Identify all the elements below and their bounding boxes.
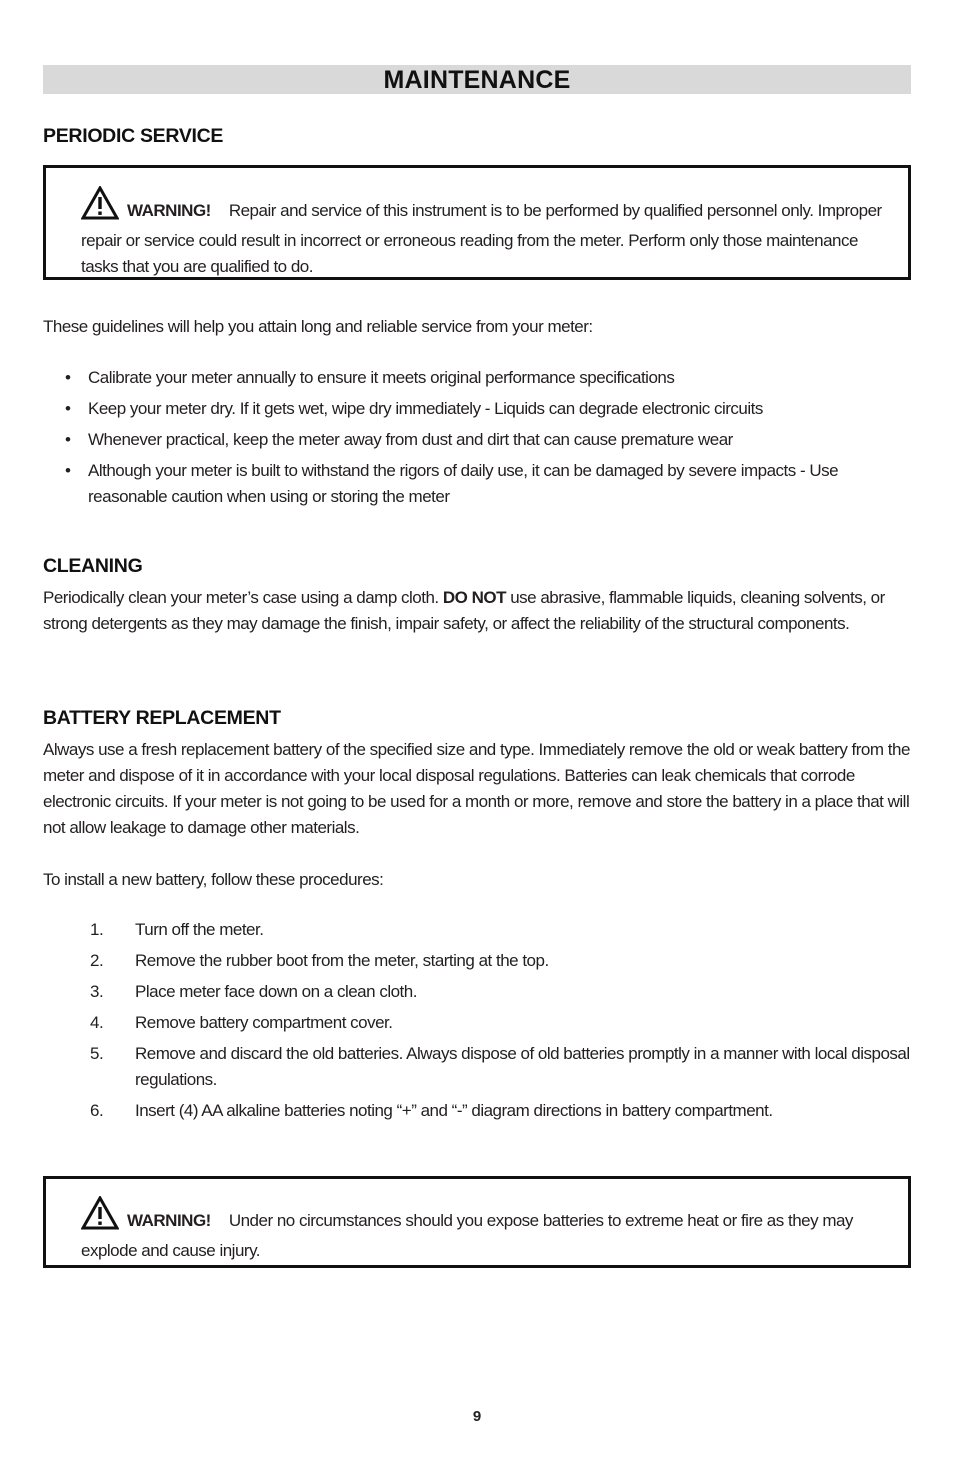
list-item-text: Although your meter is built to withstand the rigors of daily use, it can be damaged by severe impacts - Use reasonable caution when using or storing the meter: [88, 461, 839, 506]
periodic-service-heading: PERIODIC SERVICE: [43, 125, 224, 147]
list-item-text: Keep your meter dry. If it gets wet, wipe dry immediately - Liquids can degrade electronic circuits: [88, 399, 763, 418]
battery-replacement-heading: BATTERY REPLACEMENT: [43, 707, 281, 729]
cleaning-emphasis: DO NOT: [442, 588, 506, 607]
battery-warning-text: [81, 1196, 891, 1264]
step-text: Remove battery compartment cover.: [135, 1013, 393, 1032]
step-number: 6.: [90, 1101, 104, 1120]
step-text: Turn off the meter.: [135, 920, 264, 939]
page-title: MAINTENANCE: [43, 65, 911, 94]
cleaning-paragraph: [43, 585, 913, 637]
list-item: [62, 365, 912, 391]
list-item: [62, 458, 912, 510]
battery-steps-list: [90, 917, 910, 1129]
step-item: [90, 1010, 910, 1036]
guidelines-intro: These guidelines will help you attain long and reliable service from your meter:: [43, 317, 593, 336]
step-text: Remove the rubber boot from the meter, starting at the top.: [135, 951, 549, 970]
cleaning-text-continued: use abrasive, flammable liquids, cleaning solvents, or strong detergents as they may damage the finish, impair safety, or affect the reliability of the structural components.: [43, 588, 885, 633]
procedure-intro: To install a new battery, follow these procedures:: [43, 870, 384, 889]
bullet-icon: •: [65, 368, 71, 387]
warning-message: Under no circumstances should you expose batteries to extreme heat or fire as they may explode and cause injury.: [81, 1211, 853, 1260]
bullet-icon: •: [65, 399, 71, 418]
step-item: [90, 948, 910, 974]
warning-triangle-icon: [81, 1196, 119, 1238]
step-text: Remove and discard the old batteries. Always dispose of old batteries promptly in a manner with local disposal regulations.: [135, 1044, 910, 1089]
step-number: 1.: [90, 920, 104, 939]
warning-label: WARNING!: [127, 201, 211, 220]
battery-paragraph: Always use a fresh replacement battery of the specified size and type. Immediately remove the old or weak battery from the meter and dispose of it in accordance with your local disposal regulations. Batteries can leak chemicals that corrode electronic circuits. If your meter is not going to be used for a month or more, remove and store the battery in a place that will not allow leakage to damage other materials.: [43, 740, 910, 837]
step-text: Insert (4) AA alkaline batteries noting “+” and “-” diagram directions in battery compartment.: [135, 1101, 773, 1120]
cleaning-text: Periodically clean your meter’s case using a damp cloth.: [43, 588, 443, 607]
step-item: [90, 979, 910, 1005]
step-item: [90, 917, 910, 943]
page-number: 9: [472, 1408, 482, 1425]
warning-message: Repair and service of this instrument is to be performed by qualified personnel only. Improper repair or service could result in incorrect or erroneous reading from the meter. Perform only those maintenance tasks that you are qualified to do.: [81, 201, 882, 276]
battery-warning-box: [43, 1176, 911, 1268]
step-text: Place meter face down on a clean cloth.: [135, 982, 417, 1001]
warning-label: WARNING!: [127, 1211, 211, 1230]
cleaning-heading: CLEANING: [43, 555, 143, 577]
list-item-text: Whenever practical, keep the meter away from dust and dirt that can cause premature wear: [88, 430, 733, 449]
bullet-icon: •: [65, 430, 71, 449]
list-item: [62, 396, 912, 422]
list-item-text: Calibrate your meter annually to ensure it meets original performance specifications: [88, 368, 675, 387]
step-number: 5.: [90, 1044, 104, 1063]
step-item: [90, 1098, 910, 1124]
step-number: 3.: [90, 982, 104, 1001]
bullet-icon: •: [65, 461, 71, 480]
list-item: [62, 427, 912, 453]
step-number: 2.: [90, 951, 104, 970]
step-number: 4.: [90, 1013, 104, 1032]
warning-triangle-icon: [81, 186, 119, 228]
step-item: [90, 1041, 910, 1093]
periodic-service-warning-box: [43, 165, 911, 280]
periodic-service-warning-text: [81, 186, 891, 280]
guidelines-list: [62, 365, 912, 515]
